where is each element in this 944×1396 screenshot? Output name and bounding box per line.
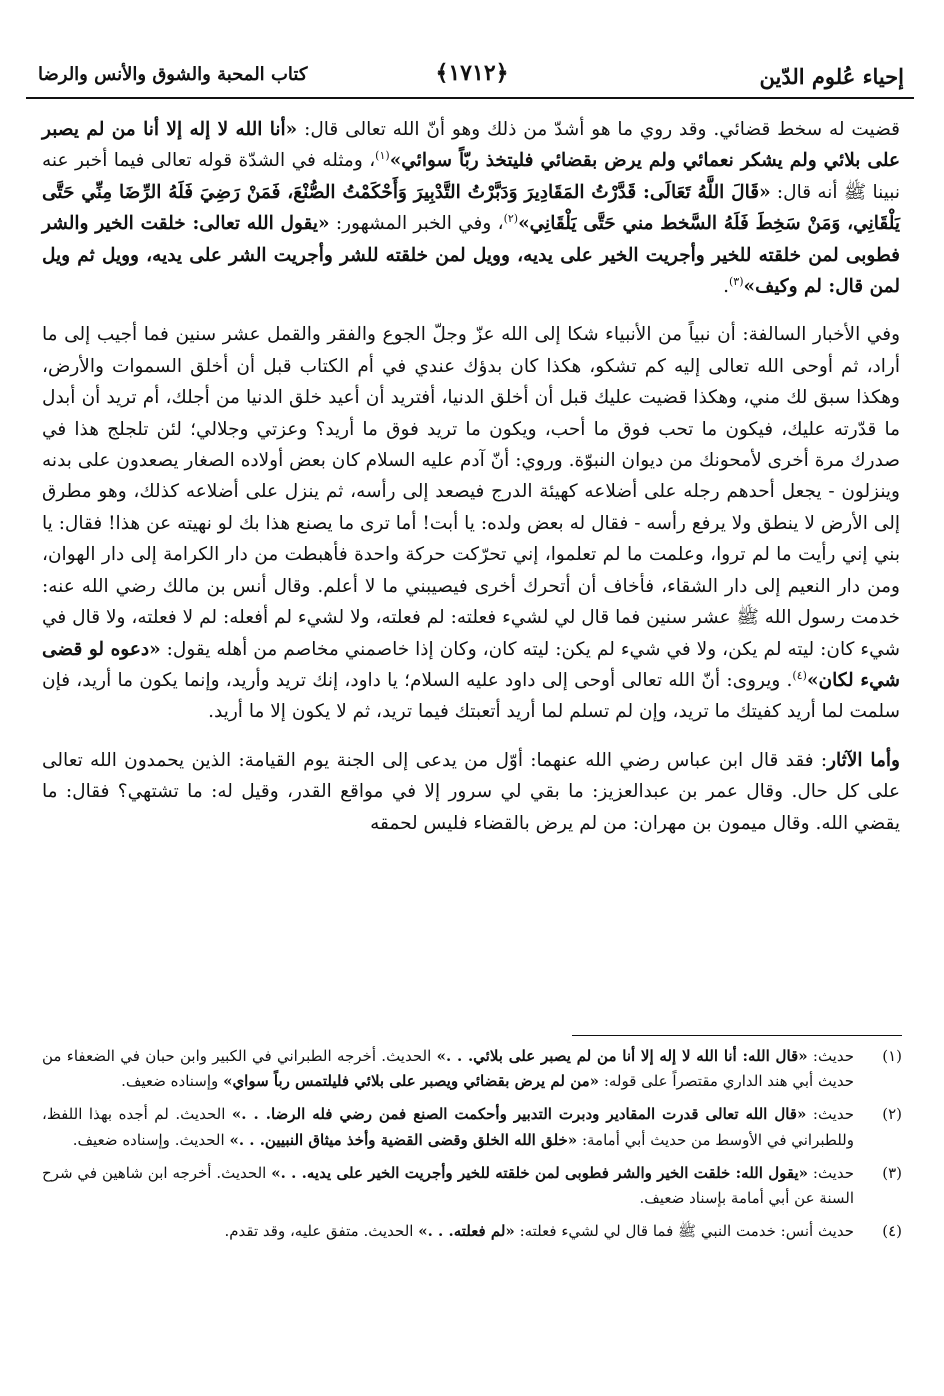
text-run: ، وفي الخبر المشهور: (329, 213, 504, 235)
quoted-hadith: وأما الآثار (827, 749, 900, 771)
footnote-text (42, 1105, 854, 1148)
footnote-marker: (٣) (729, 274, 744, 288)
footnote-number: (١) (882, 1047, 902, 1065)
text-run: الحديث. متفق عليه، وقد تقدم. (224, 1222, 419, 1241)
footnote (42, 1102, 902, 1152)
book-title: إحياء عُلوم الدّين (759, 64, 904, 89)
footnote-text (42, 1164, 854, 1207)
text-run: حديث: (807, 1047, 854, 1065)
quoted-hadith: «قال الله تعالى قدرت المقادير ودبرت التدبير وأحكمت الصنع فمن رضي فله الرضا. . .» (231, 1105, 807, 1124)
paragraph (42, 745, 900, 839)
footnote-text (42, 1047, 854, 1090)
footnote-text (224, 1222, 854, 1240)
text-run: حديث: (806, 1105, 854, 1124)
footnote-number: (٤) (882, 1222, 902, 1241)
footnote-number: (٣) (882, 1163, 902, 1182)
text-run: وفي الأخبار السالفة: أن نبياً من الأنبياء شكا إلى الله عزّ وجلّ الجوع والفقر والقمل عشر سنين فما أجيب إلى ما أراد، ثم أوحى الله تعالى إليه كم تشكو، هكذا كان بدؤك عندي في أم الكتاب قبل أن أخلق السموات والأرض، وهكذا سبق لك مني، وهكذا قضيت عليك قبل أن أخلق الدنيا، أفتريد أن أعيد خلق الدنيا من أجلك، أم تريد أن أبدل ما قدّرته عليك، فيكون ما تحب فوق ما أحب، ويكون ما تريد فوق ما أريد؟ وعزتي وجلالي؛ لئن تلجلج هذا في صدرك مرة أخرى لأمحونك من ديوان النبوّة. وروي: أنّ آدم عليه السلام كان بعض أولاده الصغار يصعدون على بدنه وينزلون - يجعل أحدهم رجله على أضلاعه كهيئة الدرج فيصعد إلى رأسه، ثم ينزل على أضلاعه كذلك، وهو مطرق إلى الأرض لا ينطق ولا يرفع رأسه - فقال له بعض ولده: يا أبت! أما ترى ما يصنع هذا بك لو نهيته عن هذا! فقال: يا بني إني رأيت ما لم تروا، وعلمت ما لم تعلموا، إني تحرّكت حركة واحدة فأهبطت من دار الكرامة إلى دار الهوان، ومن دار النعيم إلى دار الشقاء، فأخاف أن أتحرك أخرى فيصيبني ما لا أعلم. وقال أنس بن مالك رضي الله عنه: خدمت رسول الله ﷺ عشر سنين فما قال لي لشيء فعلته: لم فعلته، ولا لشيء لم أفعله: لم لا فعلته، ولا قال في شيء كان: ليته لم يكن، ولا في شيء لم يكن: ليته كان، وكان إذا خاصمني مخاصم من أهله يقول: (42, 324, 901, 660)
header-divider (26, 97, 914, 99)
main-text (42, 114, 900, 856)
quoted-hadith: «من لم يرض بقضائي ويصبر على بلائي فليلتمس رباً سواي» (223, 1072, 600, 1091)
footnote-number: (٢) (882, 1105, 902, 1124)
text-run: الحديث. وإسناده ضعيف. (72, 1130, 230, 1149)
quoted-hadith: «لم فعلته. . .» (418, 1222, 515, 1241)
quoted-hadith: «قَالَ اللَّهُ تَعَالَى: قَدَّرْتُ المَقَادِيرَ وَدَبَّرْتُ التَّدْبِيرَ وَأَحْكَمْتُ الصُّنْعَ، فَمَنْ رَضِيَ فَلَهُ الرِّضَا مِنِّي حَتَّى يَلْقَانِي، وَمَنْ سَخِطَ فَلَهُ السَّخط مني حَتَّى يَلْقَانِي» (42, 181, 900, 235)
text-run: ، ومثله في الشدّة قوله تعالى فيما أخبر عنه نبينا ﷺ أنه قال: (42, 150, 901, 203)
footnote-marker: (١) (375, 149, 390, 163)
text-run: حديث: (808, 1163, 855, 1182)
footnote-marker: (٢) (503, 212, 519, 226)
text-run: . (723, 276, 729, 298)
page-header (28, 50, 916, 94)
text-run: . ويروى: أنّ الله تعالى أوحى إلى داود عليه السلام؛ يا داود، إنك تريد وأريد، وإنما يكون ما أريد، فإن سلمت لما أريد كفيتك ما تريد، وإن لم تسلم لما أريد أتعبتك فيما تريد، ثم لا يكون إلا ما أريد. (42, 669, 900, 723)
text-run: الحديث. أخرجه الطبراني في الكبير وابن حبان في الضعفاء من حديث أبي هند الداري مقتصراً على قوله: (42, 1047, 854, 1091)
footnotes (42, 1044, 902, 1252)
text-run: قضيت له سخط قضائي. وقد روي ما هو أشدّ من ذلك وهو أنّ الله تعالى قال: (297, 119, 900, 140)
paragraph (42, 319, 900, 727)
quoted-hadith: «يقول الله تعالى: خلقت الخير والشر فطوبى لمن خلقته للخير وأجريت الخير على يديه، وويل لمن خلقته للشر وأجريت الشر على يديه، وويل ثم ويل لمن قال: لم وكيف» (42, 213, 900, 298)
quoted-hadith: «دعوه لو قضى شيء لكان» (42, 638, 900, 691)
footnote-divider (572, 1035, 902, 1036)
footnote (42, 1161, 902, 1211)
text-run: : فقد قال ابن عباس رضي الله عنهما: أوّل من يدعى إلى الجنة يوم القيامة: الذين يحمدون الله تعالى على كل حال. وقال عمر بن عبدالعزيز: ما بقي لي سرور إلا في مواقع القدر، وقيل له: ما تشتهي؟ فقال: ما يقضي الله. وقال ميمون بن مهران: من لم يرض بالقضاء فليس لحمقه (42, 749, 900, 834)
quoted-hadith: «خلق الله الخلق وقضى القضية وأخذ ميثاق النبيين. . .» (229, 1130, 578, 1149)
paragraph (42, 114, 900, 302)
footnote-marker: (٤) (792, 668, 807, 682)
text-run: الحديث. أخرجه ابن شاهين في شرح السنة عن أبي أمامة بإسناد ضعيف. (42, 1163, 854, 1208)
text-run: حديث أنس: خدمت النبي ﷺ فما قال لي لشيء فعلته: (514, 1222, 854, 1241)
quoted-hadith: «يقول الله: خلقت الخير والشر فطوبى لمن خلقته للخير وأجريت الخير على يديه. . .» (271, 1163, 809, 1182)
text-run: وإسناده ضعيف. (121, 1072, 224, 1091)
quoted-hadith: «قال الله: أنا الله لا إله إلا أنا من لم يصبر على بلائي. . .» (436, 1047, 808, 1065)
quoted-hadith: «أنا الله لا إله إلا أنا من لم يصبر على بلائي ولم يشكر نعمائي ولم يرض بقضائي فليتخذ ربّاً سوائي» (42, 119, 900, 172)
text-run: الحديث. لم أجده بهذا اللفظ، وللطبراني في الأوسط من حديث أبي أمامة: (42, 1105, 854, 1149)
footnote (42, 1219, 902, 1244)
footnote (42, 1044, 902, 1094)
chapter-title: كتاب المحبة والشوق والأنس والرضا (38, 64, 308, 85)
page-number: ﴿١٧١٢﴾ (435, 60, 509, 86)
